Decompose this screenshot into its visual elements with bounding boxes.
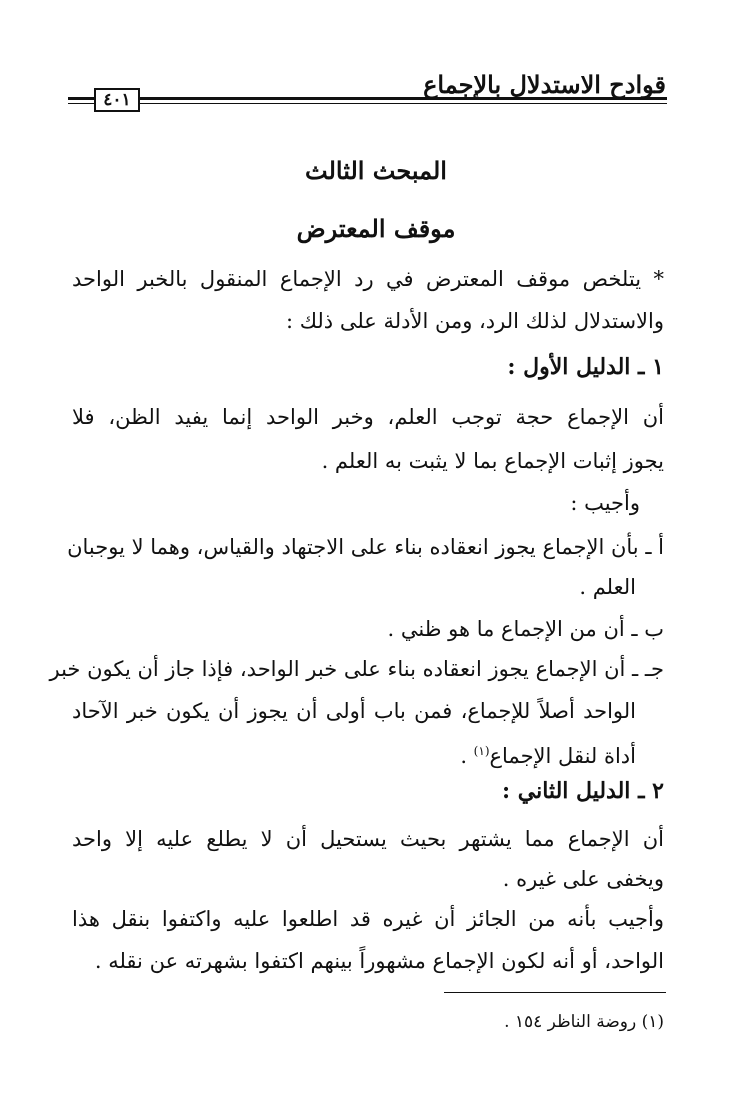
header-rule-right-thick	[140, 97, 667, 100]
answer-c-line-2: الواحد أصلاً للإجماع، فمن باب أولى أن يجوز أن يكون خبر الآحاد	[72, 699, 636, 723]
answer-a-line-1: أ ـ بأن الإجماع يجوز انعقاده بناء على الاجتهاد والقياس، وهما لا يوجبان	[67, 535, 664, 559]
header-rule-right-thin	[140, 103, 667, 104]
footnote-separator	[444, 992, 666, 993]
evidence-1-line-1: أن الإجماع حجة توجب العلم، وخبر الواحد إنما يفيد الظن، فلا	[72, 405, 664, 429]
reply-line-1: وأجيب بأنه من الجائز أن غيره قد اطلعوا عليه واكتفوا بنقل هذا	[72, 907, 664, 931]
section-heading: المبحث الثالث	[305, 156, 447, 185]
section-subheading: موقف المعترض	[296, 214, 456, 243]
answered-label: وأجيب :	[570, 491, 640, 515]
intro-line-1: * يتلخص موقف المعترض في رد الإجماع المنقول بالخبر الواحد	[72, 267, 664, 291]
footnote-reference[interactable]: (١)	[473, 744, 490, 758]
running-header-title: قوادح الاستدلال بالإجماع	[423, 70, 666, 99]
answer-b: ب ـ أن من الإجماع ما هو ظني .	[387, 617, 664, 641]
evidence-1-title: ١ ـ الدليل الأول :	[507, 354, 664, 380]
evidence-2-line-2: ويخفى على غيره .	[502, 867, 664, 891]
answer-a-line-2: العلم .	[579, 575, 636, 599]
header-rule-left-thick	[68, 97, 94, 100]
evidence-2-line-1: أن الإجماع مما يشتهر بحيث يستحيل أن لا يطلع عليه إلا واحد	[72, 827, 664, 851]
evidence-2-title: ٢ ـ الدليل الثاني :	[501, 778, 664, 804]
answer-c-line-1: جـ ـ أن الإجماع يجوز انعقاده بناء على خبر الواحد، فإذا جاز أن يكون خبر	[49, 657, 664, 681]
reply-line-2: الواحد، أو أنه لكون الإجماع مشهوراً بينهم اكتفوا بشهرته عن نقله .	[94, 949, 664, 973]
page-number: ٤٠١	[94, 88, 140, 112]
answer-c-line-3-text: أداة لنقل الإجماع	[489, 744, 636, 768]
header-rule-left-thin	[68, 103, 94, 104]
answer-c-line-3	[460, 736, 636, 771]
evidence-1-line-2: يجوز إثبات الإجماع بما لا يثبت به العلم .	[321, 449, 664, 473]
answer-c-line-3-end: .	[460, 744, 474, 768]
intro-line-2: والاستدلال لذلك الرد، ومن الأدلة على ذلك :	[285, 309, 664, 333]
footnote-text: (١) روضة الناظر ١٥٤ .	[504, 1012, 664, 1032]
